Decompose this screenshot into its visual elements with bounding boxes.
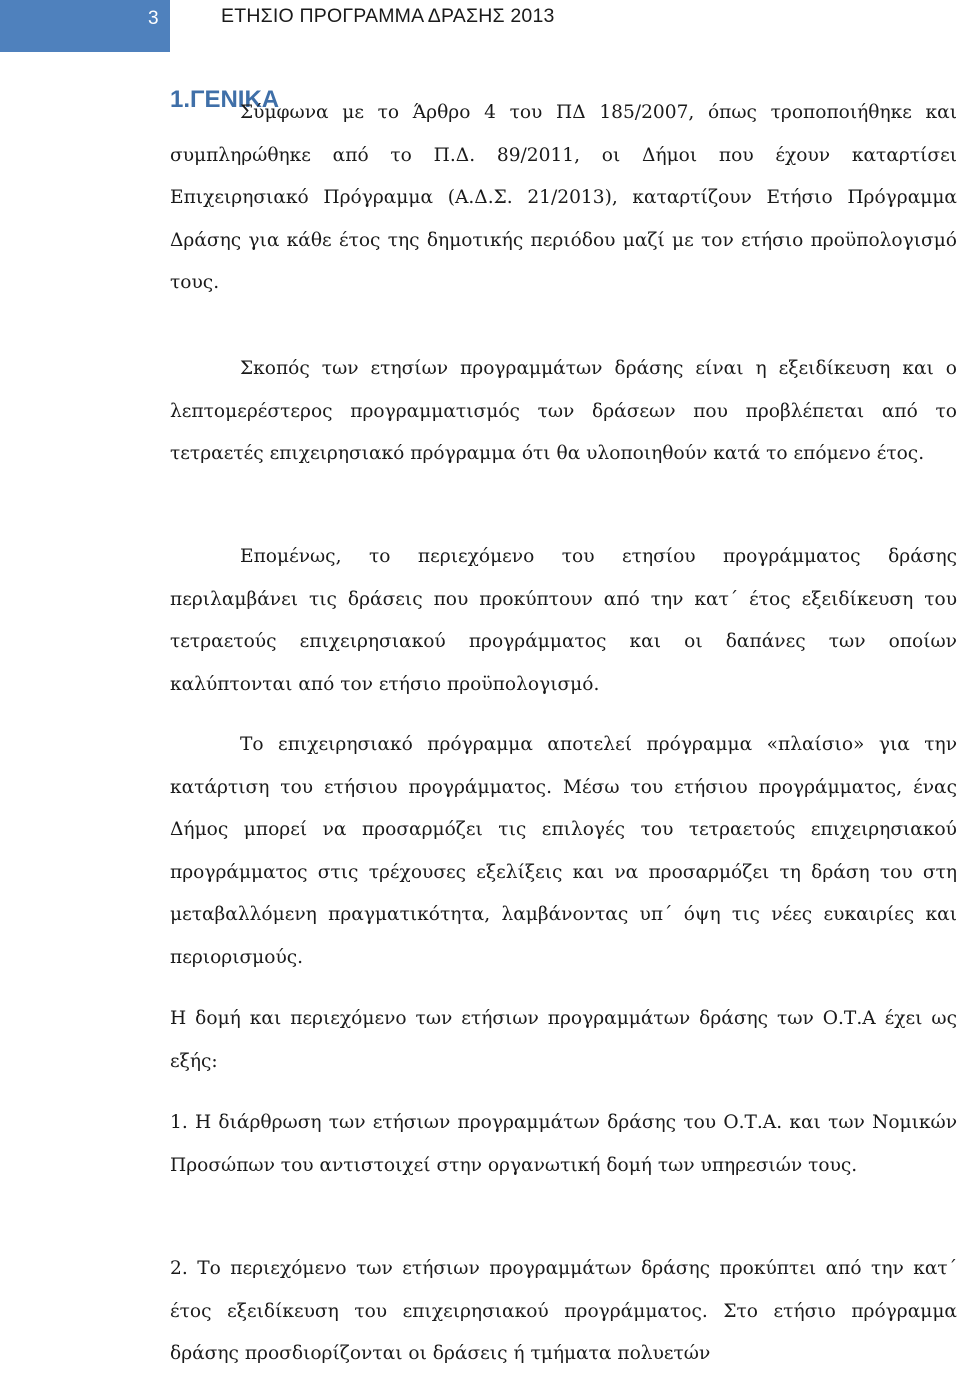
paragraph-framework: Το επιχειρησιακό πρόγραμμα αποτελεί πρόγραμμα «πλαίσιο» για την κατάρτιση του ετήσιου προγράμματος. Μέσω του ετήσιου προγράμματος, ένας Δήμος μπορεί να προσαρμόζει τις επιλογές του τετραετούς επιχειρησιακού προγράμματος στις τρέχουσες εξελίξεις και να προσαρμόζει τη δράση του στη μεταβαλλόμενη πραγματικότητα, λαμβάνοντας υπ΄ όψη τις νέες ευκαιρίες και περιορισμούς. — [170, 734, 957, 968]
paragraph-legal-basis: Σύμφωνα με το Άρθρο 4 του ΠΔ 185/2007, όπως τροποποιήθηκε και συμπληρώθηκε από το Π.Δ. 89/2011, οι Δήμοι που έχουν καταρτίσει Επιχειρησιακό Πρόγραμμα (Α.Δ.Σ. 21/2013), καταρτίζουν Ετήσιο Πρόγραμμα Δράσης για κάθε έτος της δημοτικής περιόδου μαζί με τον ετήσιο προϋπολογισμό τους. — [170, 102, 957, 293]
page-number-badge: 3 — [0, 0, 170, 52]
document-title: ΕΤΗΣΙΟ ΠΡΟΓΡΑΜΜΑ ΔΡΑΣΗΣ 2013 — [221, 5, 555, 27]
paragraph-structure-intro: Η δομή και περιεχόμενο των ετήσιων προγραμμάτων δράσης των Ο.Τ.Α έχει ως εξής: — [170, 1008, 957, 1072]
page-header — [0, 0, 960, 52]
section-heading: 1.ΓΕΝΙΚΑ — [170, 86, 280, 113]
list-item-1: 1. Η διάρθρωση των ετήσιων προγραμμάτων δράσης του Ο.Τ.Α. και των Νομικών Προσώπων του αντιστοιχεί στην οργανωτική δομή των υπηρεσιών τους. — [170, 1112, 957, 1176]
paragraph-content: Επομένως, το περιεχόμενο του ετησίου προγράμματος δράσης περιλαμβάνει τις δράσεις που προκύπτουν από την κατ΄ έτος εξειδίκευση του τετραετούς επιχειρησιακού προγράμματος και οι δαπάνες των οποίων καλύπτονται από τον ετήσιο προϋπολογισμό. — [170, 546, 957, 695]
paragraph-purpose: Σκοπός των ετησίων προγραμμάτων δράσης είναι η εξειδίκευση και ο λεπτομερέστερος προγραμματισμός των δράσεων που προβλέπεται από το τετραετές επιχειρησιακό πρόγραμμα ότι θα υλοποιηθούν κατά το επόμενο έτος. — [170, 358, 957, 464]
list-item-2: 2. Το περιεχόμενο των ετήσιων προγραμμάτων δράσης προκύπτει από την κατ΄ έτος εξειδίκευση του επιχειρησιακού προγράμματος. Στο ετήσιο πρόγραμμα δράσης προσδιορίζονται οι δράσεις ή τμήματα πολυετών — [170, 1258, 957, 1364]
